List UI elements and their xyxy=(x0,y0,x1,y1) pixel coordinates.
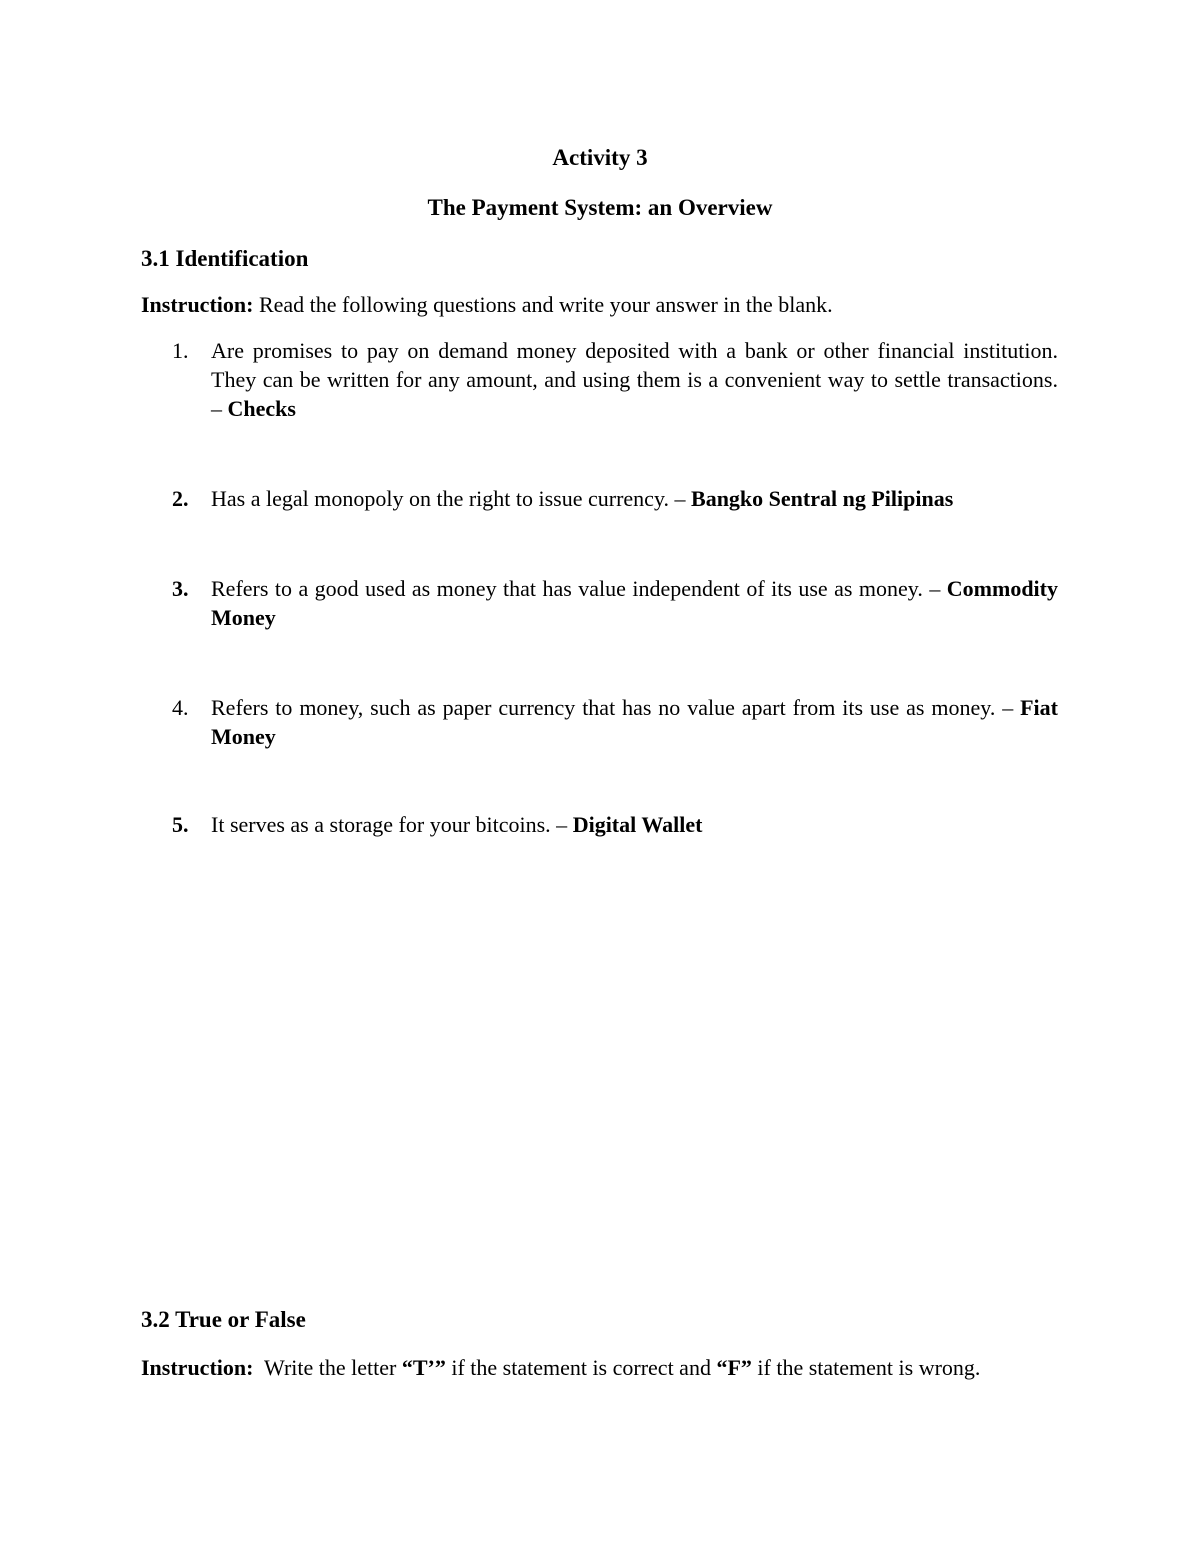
section-heading-true-or-false: 3.2 True or False xyxy=(141,1307,306,1332)
question-number: 2. xyxy=(172,486,189,511)
section-heading-identification: 3.1 Identification xyxy=(141,246,309,271)
question-body xyxy=(211,810,1058,839)
question-number: 1. xyxy=(172,338,189,363)
question-item-1 xyxy=(172,336,1058,423)
instruction-text: Read the following questions and write your answer in the blank. xyxy=(253,292,833,317)
activity-subtitle: The Payment System: an Overview xyxy=(427,195,773,220)
question-text: Refers to money, such as paper currency that has no value apart from its use as money. – xyxy=(211,695,1021,720)
instruction-end: if the statement is wrong. xyxy=(751,1355,981,1380)
activity-title: Activity 3 xyxy=(552,145,648,170)
question-item-3 xyxy=(172,574,1058,632)
answer-text: Checks xyxy=(227,396,296,421)
instruction-mid: if the statement is correct and xyxy=(445,1355,717,1380)
instruction-text: Write the letter xyxy=(253,1355,402,1380)
question-text: Has a legal monopoly on the right to issue currency. – xyxy=(211,486,692,511)
question-number: 4. xyxy=(172,695,189,720)
question-body xyxy=(211,336,1058,423)
letter-f: “F” xyxy=(716,1355,752,1380)
answer-text: Fiat Money xyxy=(211,695,1058,749)
answer-text: Digital Wallet xyxy=(572,812,703,837)
question-item-5 xyxy=(172,810,1058,839)
question-body xyxy=(211,484,1058,513)
answer-text: Bangko Sentral ng Pilipinas xyxy=(691,486,954,511)
question-text: Are promises to pay on demand money deposited with a bank or other financial institution. They can be written for any amount, and using them is a convenient way to settle transactions. – xyxy=(211,338,1058,421)
question-text: Refers to a good used as money that has value independent of its use as money. – xyxy=(211,576,947,601)
instruction-identification xyxy=(141,290,1061,319)
instruction-true-or-false xyxy=(141,1353,1061,1382)
question-number: 3. xyxy=(172,576,189,601)
question-text: It serves as a storage for your bitcoins. – xyxy=(211,812,573,837)
letter-t: “T’” xyxy=(401,1355,446,1380)
question-number: 5. xyxy=(172,812,189,837)
instruction-label: Instruction: xyxy=(141,1355,254,1380)
answer-text: Commodity Money xyxy=(211,576,1058,630)
question-item-4 xyxy=(172,693,1058,751)
instruction-label: Instruction: xyxy=(141,292,254,317)
question-item-2 xyxy=(172,484,1058,513)
question-body xyxy=(211,574,1058,632)
question-body xyxy=(211,693,1058,751)
